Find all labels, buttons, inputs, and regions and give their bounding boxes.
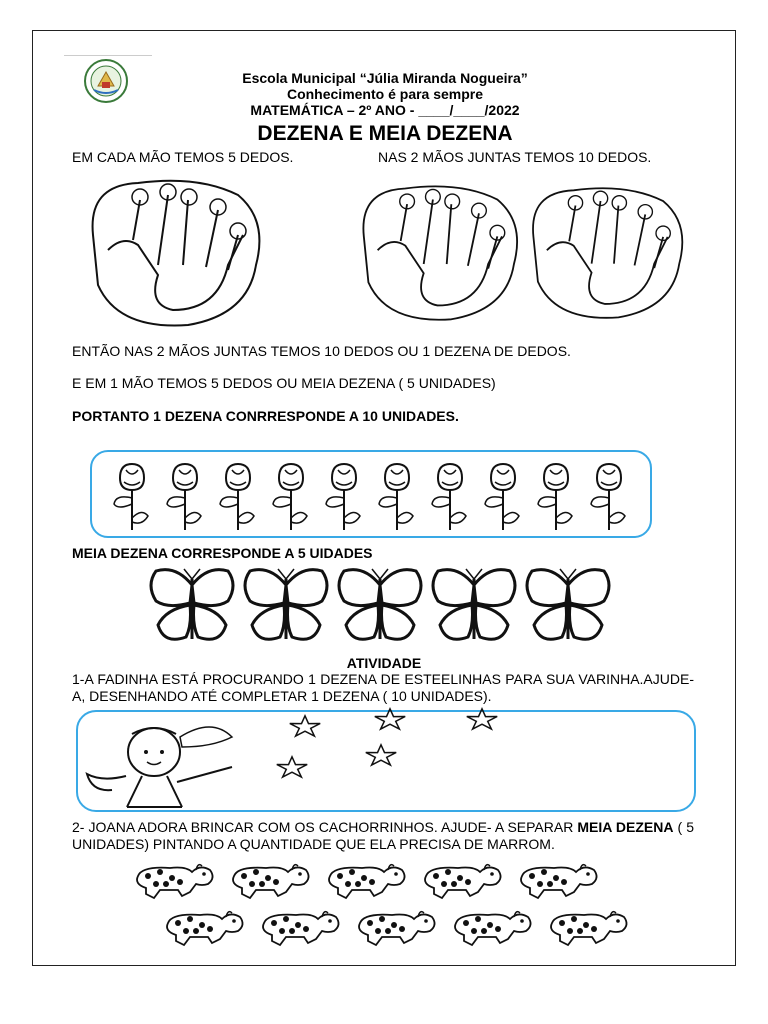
rose-icon [159, 460, 207, 532]
hand-icon [520, 175, 690, 330]
hand-icon [78, 175, 268, 330]
rose-icon [583, 460, 631, 532]
dog-icon [418, 858, 506, 902]
statement-line-2: E EM 1 MÃO TEMOS 5 DEDOS OU MEIA DEZENA ( 5 UNIDADES) [72, 375, 496, 391]
activity-title: ATIVIDADE [346, 655, 422, 671]
butterfly-icon [522, 565, 614, 649]
butterfly-icon [240, 565, 332, 649]
roses-row [106, 460, 636, 532]
rose-icon [318, 460, 366, 532]
dog-icon [130, 858, 218, 902]
rose-icon [371, 460, 419, 532]
one-hand-text: EM CADA MÃO TEMOS 5 DEDOS. [72, 149, 294, 165]
subject-date-line: MATEMÁTICA – 2º ANO - ____/____/2022 [250, 102, 520, 118]
rose-icon [265, 460, 313, 532]
question-2-suffix: ( 5 UNIDADES) PINTANDO A QUANTIDADE QUE ELA PRECISA DE MARROM. [72, 819, 695, 852]
statement-line-3: PORTANTO 1 DEZENA CONRRESPONDE A 10 UNIDADES. [72, 408, 459, 424]
dogs-row-1 [130, 858, 610, 900]
dog-icon [352, 905, 440, 949]
school-logo [64, 55, 152, 104]
dog-icon [160, 905, 248, 949]
rose-icon [477, 460, 525, 532]
rose-icon [106, 460, 154, 532]
question-2-prefix: 2- JOANA ADORA BRINCAR COM OS CACHORRINHOS. AJUDE- A SEPARAR [72, 819, 578, 835]
dog-icon [322, 858, 410, 902]
butterfly-icon [334, 565, 426, 649]
rose-icon [530, 460, 578, 532]
rose-icon [424, 460, 472, 532]
question-2-bold: MEIA DEZENA [577, 819, 674, 835]
dogs-row-2 [160, 905, 640, 951]
school-motto: Conhecimento é para sempre [286, 86, 484, 102]
hand-illustration-middle [350, 175, 525, 335]
butterfly-icon [428, 565, 520, 649]
dog-icon [448, 905, 536, 949]
fairy-illustration [82, 712, 242, 817]
half-ten-text: MEIA DEZENA CORRESPONDE A 5 UIDADES [72, 545, 373, 561]
rose-icon [212, 460, 260, 532]
hand-icon [350, 175, 525, 330]
school-name: Escola Municipal “Júlia Miranda Nogueira” [242, 70, 528, 86]
hand-illustration-left [78, 175, 268, 335]
two-hands-text: NAS 2 MÃOS JUNTAS TEMOS 10 DEDOS. [378, 149, 652, 165]
dog-icon [226, 858, 314, 902]
hand-illustration-right [520, 175, 690, 335]
dog-icon [256, 905, 344, 949]
statement-line-1: ENTÃO NAS 2 MÃOS JUNTAS TEMOS 10 DEDOS OU 1 DEZENA DE DEDOS. [72, 343, 571, 359]
butterflies-row [146, 565, 626, 650]
question-1: 1-A FADINHA ESTÁ PROCURANDO 1 DEZENA DE ESTEELINHAS PARA SUA VARINHA.AJUDE-A, DESENHANDO ATÉ COMPLETAR 1 DEZENA ( 10 UNIDADES). [72, 671, 694, 704]
page-title: DEZENA E MEIA DEZENA [257, 122, 513, 145]
butterfly-icon [146, 565, 238, 649]
dog-icon [544, 905, 632, 949]
dog-icon [514, 858, 602, 902]
question-2 [72, 819, 694, 853]
fairy-icon [82, 712, 242, 812]
